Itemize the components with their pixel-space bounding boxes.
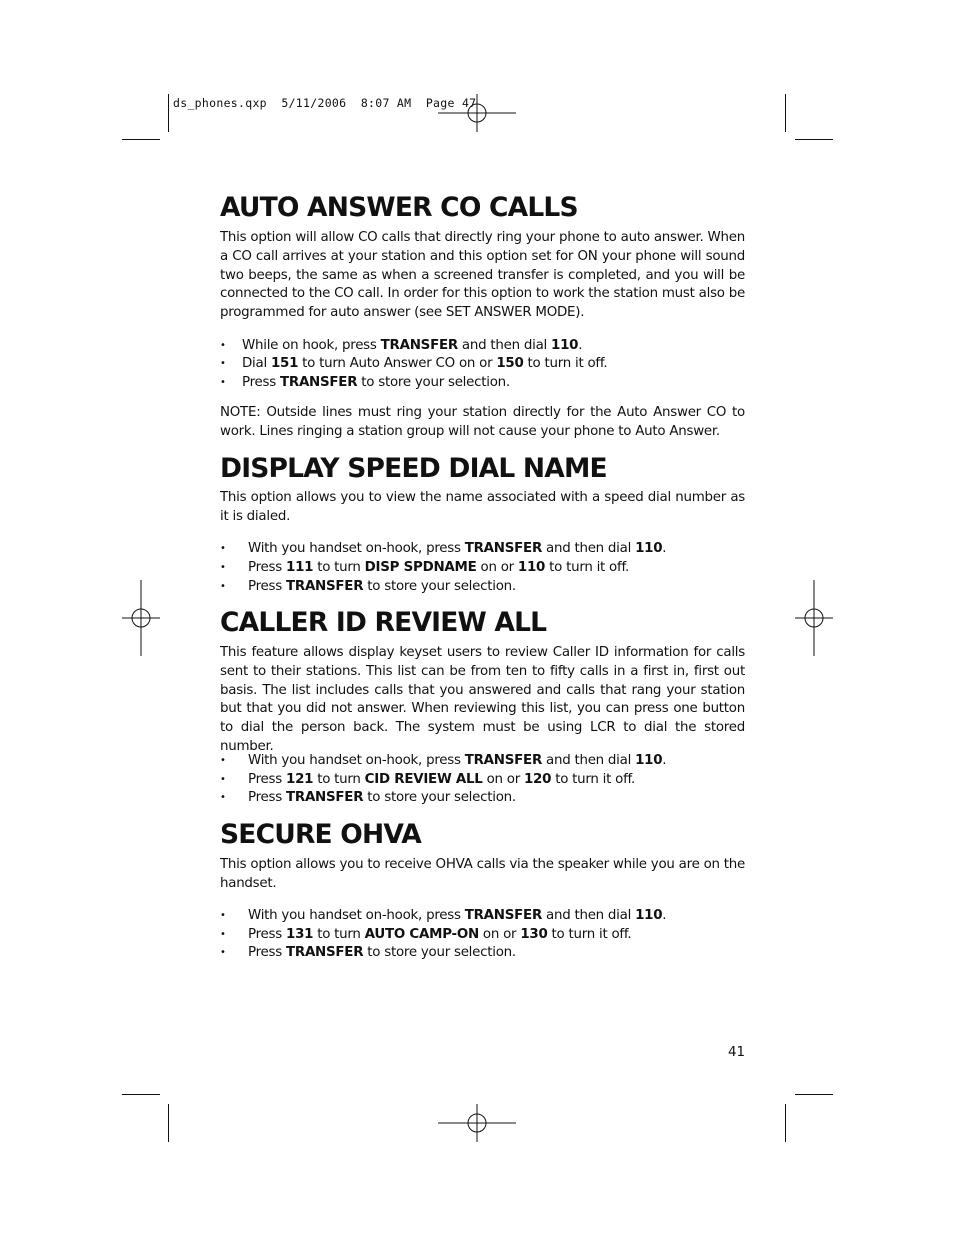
bullet-text: on or (476, 560, 518, 575)
bullet-bold-text: 130 (520, 927, 548, 942)
registration-mark-left (122, 580, 160, 656)
bullet-bold-text: 120 (523, 772, 552, 787)
bullet-bold-text: 121 (286, 772, 314, 787)
bullet-bold-text: 150 (496, 356, 524, 371)
bullet-text: Press (248, 560, 286, 575)
bullet-text: . (662, 908, 667, 923)
section-body-display-speed-dial: This option allows you to view the name associated with a speed dial number as it is dialed. (220, 490, 745, 524)
bullet-text: Press (248, 790, 286, 805)
crop-mark-bottom-left-h (122, 1094, 160, 1095)
bullet-text: to turn it off. (551, 772, 636, 787)
bullet-bold-text: 110 (635, 753, 663, 768)
bullet-text: Press (248, 927, 286, 942)
bullet-bold-text: 110 (551, 338, 579, 353)
bullet-text: to store your selection. (363, 579, 516, 594)
bullet-text: to turn Auto Answer CO on or (298, 356, 497, 371)
bullet-text: . (662, 541, 667, 556)
bullet-bold-text: CID REVIEW ALL (364, 772, 483, 787)
bullet-text: to store your selection. (363, 945, 516, 960)
bullet-text: . (662, 753, 667, 768)
registration-mark-top (438, 94, 516, 132)
bullet-bold-text: TRANSFER (286, 790, 364, 805)
bullet-text: to turn (313, 772, 365, 787)
bullet-bold-text: TRANSFER (464, 908, 542, 923)
bullet-text: While on hook, press (242, 338, 381, 353)
bullet-text: to store your selection. (357, 375, 510, 390)
bullet-text: to store your selection. (363, 790, 516, 805)
bullet-bold-text: TRANSFER (464, 753, 542, 768)
bullet-text: on or (482, 772, 524, 787)
bullet-text: Press (248, 579, 286, 594)
bullet-bold-text: AUTO CAMP-ON (364, 927, 479, 942)
crop-mark-bottom-left-v (168, 1104, 169, 1142)
bullet-text: to turn (313, 560, 365, 575)
section-title-secure-ohva: SECURE OHVA (220, 819, 422, 850)
crop-mark-top-left-h (122, 139, 160, 140)
section-body-auto-answer: This option will allow CO calls that directly ring your phone to auto answer. When a CO call arrives at your station and this option set for ON your phone will sound two beeps, the same as when a screened transfer is completed, and you will be connected to the CO call. In order for this option to work the station must also be programmed for auto answer (see SET ANSWER MODE). (220, 230, 745, 321)
bullet-text: on or (478, 927, 521, 942)
section-title-caller-id-review: CALLER ID REVIEW ALL (220, 607, 547, 638)
bullet-text: With you handset on-hook, press (248, 541, 465, 556)
bullet-bold-text: TRANSFER (280, 375, 358, 390)
bullet-bold-text: 110 (517, 560, 546, 575)
bullet-text: and then dial (542, 908, 636, 923)
bullet-bold-text: DISP SPDNAME (364, 560, 477, 575)
bullet-text: and then dial (457, 338, 551, 353)
bullet-text: With you handset on-hook, press (248, 908, 465, 923)
section-title-auto-answer: AUTO ANSWER CO CALLS (220, 192, 578, 223)
bullet-text: to turn it off. (547, 927, 632, 942)
bullet-bold-text: 131 (286, 927, 314, 942)
registration-mark-bottom (438, 1104, 516, 1142)
bullet-text: Press (248, 945, 286, 960)
bullet-bold-text: TRANSFER (286, 579, 364, 594)
bullet-text: Dial (242, 356, 271, 371)
page-number: 41 (728, 1045, 746, 1060)
bullet-text: Press (242, 375, 280, 390)
bullet-text: to turn (313, 927, 365, 942)
bullet-bold-text: TRANSFER (380, 338, 458, 353)
section-body-caller-id-review: This feature allows display keyset users to review Caller ID information for calls sent to their stations. This list can be from ten to fifty calls in a first in, first out basis. The list includes calls that you answered and calls that rang your station but that you did not answer. When reviewing this list, you can press one button to dial the person back. The system must be using LCR to dial the stored number. (220, 645, 745, 754)
section-body-secure-ohva: This option allows you to receive OHVA calls via the speaker while you are on the handset. (220, 857, 745, 891)
crop-mark-bottom-right-v (785, 1104, 786, 1142)
bullet-text: . (578, 338, 583, 353)
crop-mark-top-right-v (785, 94, 786, 132)
print-slug: ds_phones.qxp 5/11/2006 8:07 AM Page 47 (173, 96, 477, 110)
bullet-bold-text: TRANSFER (464, 541, 542, 556)
bullet-bold-text: 151 (270, 356, 299, 371)
bullet-text: Press (248, 772, 286, 787)
section-note-auto-answer: NOTE: Outside lines must ring your station directly for the Auto Answer CO to work. Lines ringing a station group will not cause your phone to Auto Answer. (220, 405, 745, 439)
bullet-bold-text: 110 (635, 541, 663, 556)
bullet-text: and then dial (542, 753, 636, 768)
bullet-text: to turn it off. (523, 356, 608, 371)
bullet-text: to turn it off. (545, 560, 629, 575)
bullet-text: and then dial (542, 541, 636, 556)
crop-mark-top-left-v (168, 94, 169, 132)
crop-mark-bottom-right-h (795, 1094, 833, 1095)
section-title-display-speed-dial: DISPLAY SPEED DIAL NAME (220, 453, 607, 484)
bullet-text: With you handset on-hook, press (248, 753, 465, 768)
bullet-bold-text: 110 (635, 908, 663, 923)
crop-mark-top-right-h (795, 139, 833, 140)
registration-mark-right (795, 580, 833, 656)
bullet-bold-text: TRANSFER (286, 945, 364, 960)
bullet-bold-text: 111 (286, 560, 314, 575)
